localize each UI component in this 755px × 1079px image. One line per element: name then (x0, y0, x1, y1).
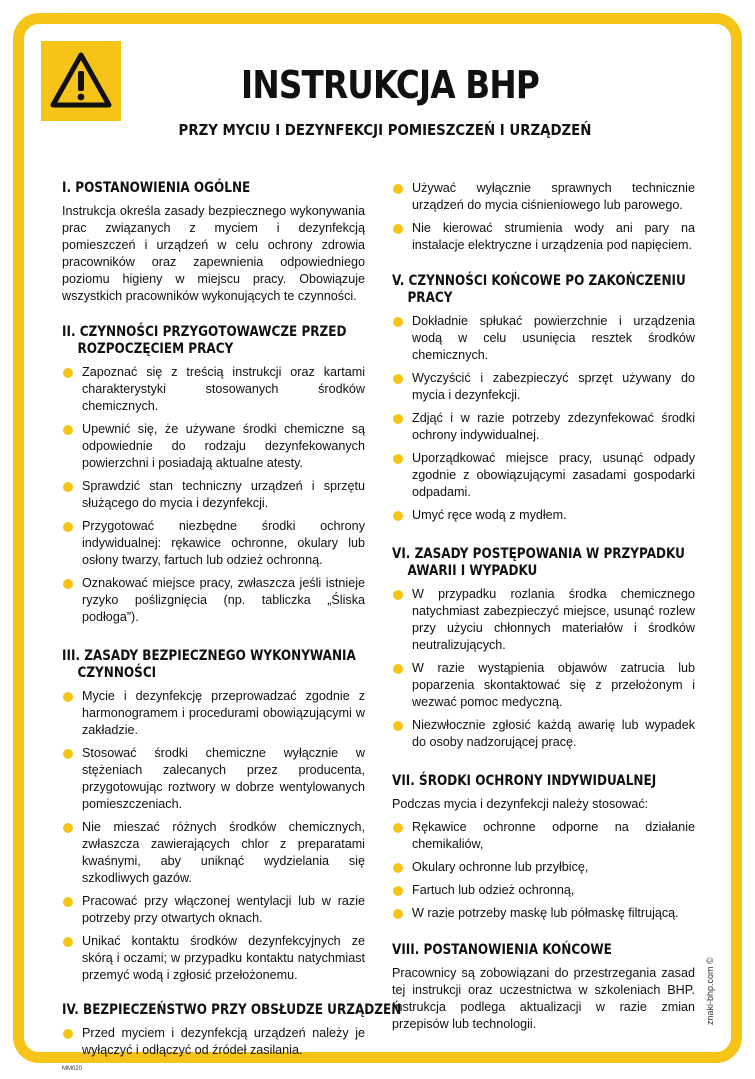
list-item: Unikać kontaktu środków dezynfekcyjnych ze skórą i oczami; w przypadku kontaktu natychmiast przemyć wodą i zgłosić przełożonemu. (62, 933, 365, 984)
list-item: Uporządkować miejsce pracy, usunąć odpady zgodnie z obowiązującymi zasadami gospodarki odpadami. (392, 450, 695, 501)
sign-code: MM020 (62, 1066, 83, 1072)
section-safe-work (62, 648, 365, 984)
list-item: Umyć ręce wodą z mydłem. (392, 507, 695, 524)
list-item: W razie wystąpienia objawów zatrucia lub poparzenia skontaktować się z przełożonym i wezwać pomoc medyczną. (392, 660, 695, 711)
right-column (392, 180, 695, 1033)
list-item: Zdjąć i w razie potrzeby zdezynfekować środki ochrony indywidualnej. (392, 410, 695, 444)
section-title (62, 324, 364, 358)
list-item: Oznakować miejsce pracy, zwłaszcza jeśli istnieje ryzyko poślizgnięcia (np. tabliczka „Śliska podłoga”). (62, 575, 365, 626)
list-item: Przygotować niezbędne środki ochrony indywidualnej: rękawice ochronne, okulary lub osłony twarzy, fartuch lub odzież ochronną. (62, 518, 365, 569)
section-title-line1: VI. ZASADY POSTĘPOWANIA W PRZYPADKU (392, 546, 685, 562)
list-item: Dokładnie spłukać powierzchnie i urządzenia wodą w celu usunięcia resztek środków chemicznych. (392, 313, 695, 364)
section-title (392, 546, 694, 580)
list-item: Okulary ochronne lub przyłbicę, (392, 859, 695, 876)
list-item: Nie mieszać różnych środków chemicznych, zwłaszcza zawierających chlor z preparatami kwaśnymi, aby uniknąć wydzielania się szkodliwych gazów. (62, 819, 365, 887)
copyright-text: znaki-bhp.com © (705, 957, 715, 1025)
section-ppe (392, 773, 695, 922)
section-general (62, 180, 365, 305)
section-preparation (62, 324, 365, 626)
list-item: Sprawdzić stan techniczny urządzeń i sprzętu służącego do mycia i dezynfekcji. (62, 478, 365, 512)
bullet-list (392, 313, 695, 524)
left-column (62, 180, 402, 1065)
section-title (62, 648, 364, 682)
list-item: Zapoznać się z treścią instrukcji oraz kartami charakterystyki stosowanych środków chemicznych. (62, 364, 365, 415)
list-item: Używać wyłącznie sprawnych technicznie urządzeń do mycia ciśnieniowego lub parowego. (392, 180, 695, 214)
section-title-line2: CZYNNOŚCI (77, 665, 157, 681)
section-title-line1: V. CZYNNOŚCI KOŃCOWE PO ZAKOŃCZENIU (392, 273, 686, 289)
section-title-line2: AWARII I WYPADKU (407, 563, 538, 579)
bullet-list (392, 180, 695, 254)
section-equipment-safety (62, 1002, 402, 1059)
bullet-list (392, 819, 695, 922)
section-title: VII. ŚRODKI OCHRONY INDYWIDUALNEJ (392, 773, 657, 789)
section-title: VIII. POSTANOWIENIA KOŃCOWE (392, 942, 612, 958)
section-title (392, 273, 694, 307)
section-text: Instrukcja określa zasady bezpiecznego wykonywania prac związanych z myciem i dezynfekcją pomieszczeń i urządzeń w celu ochrony zdrowia pracowników oraz zapewnienia odpowiedniego poziomu higieny w miejscu pracy. Obowiązuje wszystkich pracowników wykonujących te czynności. (62, 204, 365, 303)
list-item: W przypadku rozlania środka chemicznego natychmiast zabezpieczyć miejsce, usunąć rozlew przy użyciu chłonnych materiałów i środków neutralizujących. (392, 586, 695, 654)
warning-triangle-icon (49, 49, 113, 113)
section-emergency (392, 546, 695, 751)
warning-box (41, 41, 121, 121)
section-title-line2: PRACY (407, 290, 453, 306)
section-equipment-safety-cont (392, 180, 695, 254)
list-item: W razie potrzeby maskę lub półmaskę filtrującą. (392, 905, 695, 922)
list-item: Fartuch lub odzież ochronną, (392, 882, 695, 899)
section-text: Pracownicy są zobowiązani do przestrzegania zasad tej instrukcji oraz uczestnictwa w szkoleniach BHP. Instrukcja podlega aktualizacji w razie zmian przepisów lub technologii. (392, 966, 695, 1031)
list-item: Niezwłocznie zgłosić każdą awarię lub wypadek do osoby nadzorującej pracę. (392, 717, 695, 751)
page-title: INSTRUKCJA BHP (241, 63, 539, 107)
bullet-list (62, 688, 365, 984)
section-title-line2: ROZPOCZĘCIEM PRACY (77, 341, 234, 357)
section-title: I. POSTANOWIENIA OGÓLNE (62, 180, 251, 196)
list-item: Przed myciem i dezynfekcją urządzeń należy je wyłączyć i odłączyć od źródeł zasilania. (62, 1025, 365, 1059)
list-item: Rękawice ochronne odporne na działanie chemikaliów, (392, 819, 695, 853)
list-item: Mycie i dezynfekcję przeprowadzać zgodnie z harmonogramem i procedurami obowiązującymi w zakładzie. (62, 688, 365, 739)
list-item: Wyczyścić i zabezpieczyć sprzęt używany do mycia i dezynfekcji. (392, 370, 695, 404)
page-subtitle: PRZY MYCIU I DEZYNFEKCJI POMIESZCZEŃ I URZĄDZEŃ (178, 121, 592, 139)
list-item: Pracować przy włączonej wentylacji lub w razie potrzeby przy otwartych oknach. (62, 893, 365, 927)
section-title: IV. BEZPIECZEŃSTWO PRZY OBSŁUDZE URZĄDZEŃ (62, 1002, 402, 1018)
section-title-line1: II. CZYNNOŚCI PRZYGOTOWAWCZE PRZED (62, 324, 347, 340)
bullet-list (62, 1025, 365, 1059)
list-item: Upewnić się, że używane środki chemiczne są odpowiednie do rodzaju dezynfekowanych powierzchni i posiadają aktualne atesty. (62, 421, 365, 472)
section-final-provisions (392, 942, 695, 1033)
list-item: Stosować środki chemiczne wyłącznie w stężeniach zalecanych przez producenta, przygotowując roztwory w dobrze wentylowanych pomieszczeniach. (62, 745, 365, 813)
bullet-list (392, 586, 695, 751)
list-item: Nie kierować strumienia wody ani pary na instalacje elektryczne i urządzenia pod napięciem. (392, 220, 695, 254)
bullet-list (62, 364, 365, 626)
section-title-line1: III. ZASADY BEZPIECZNEGO WYKONYWANIA (62, 648, 356, 664)
section-text: Podczas mycia i dezynfekcji należy stosować: (392, 797, 649, 811)
section-final-actions (392, 273, 695, 524)
